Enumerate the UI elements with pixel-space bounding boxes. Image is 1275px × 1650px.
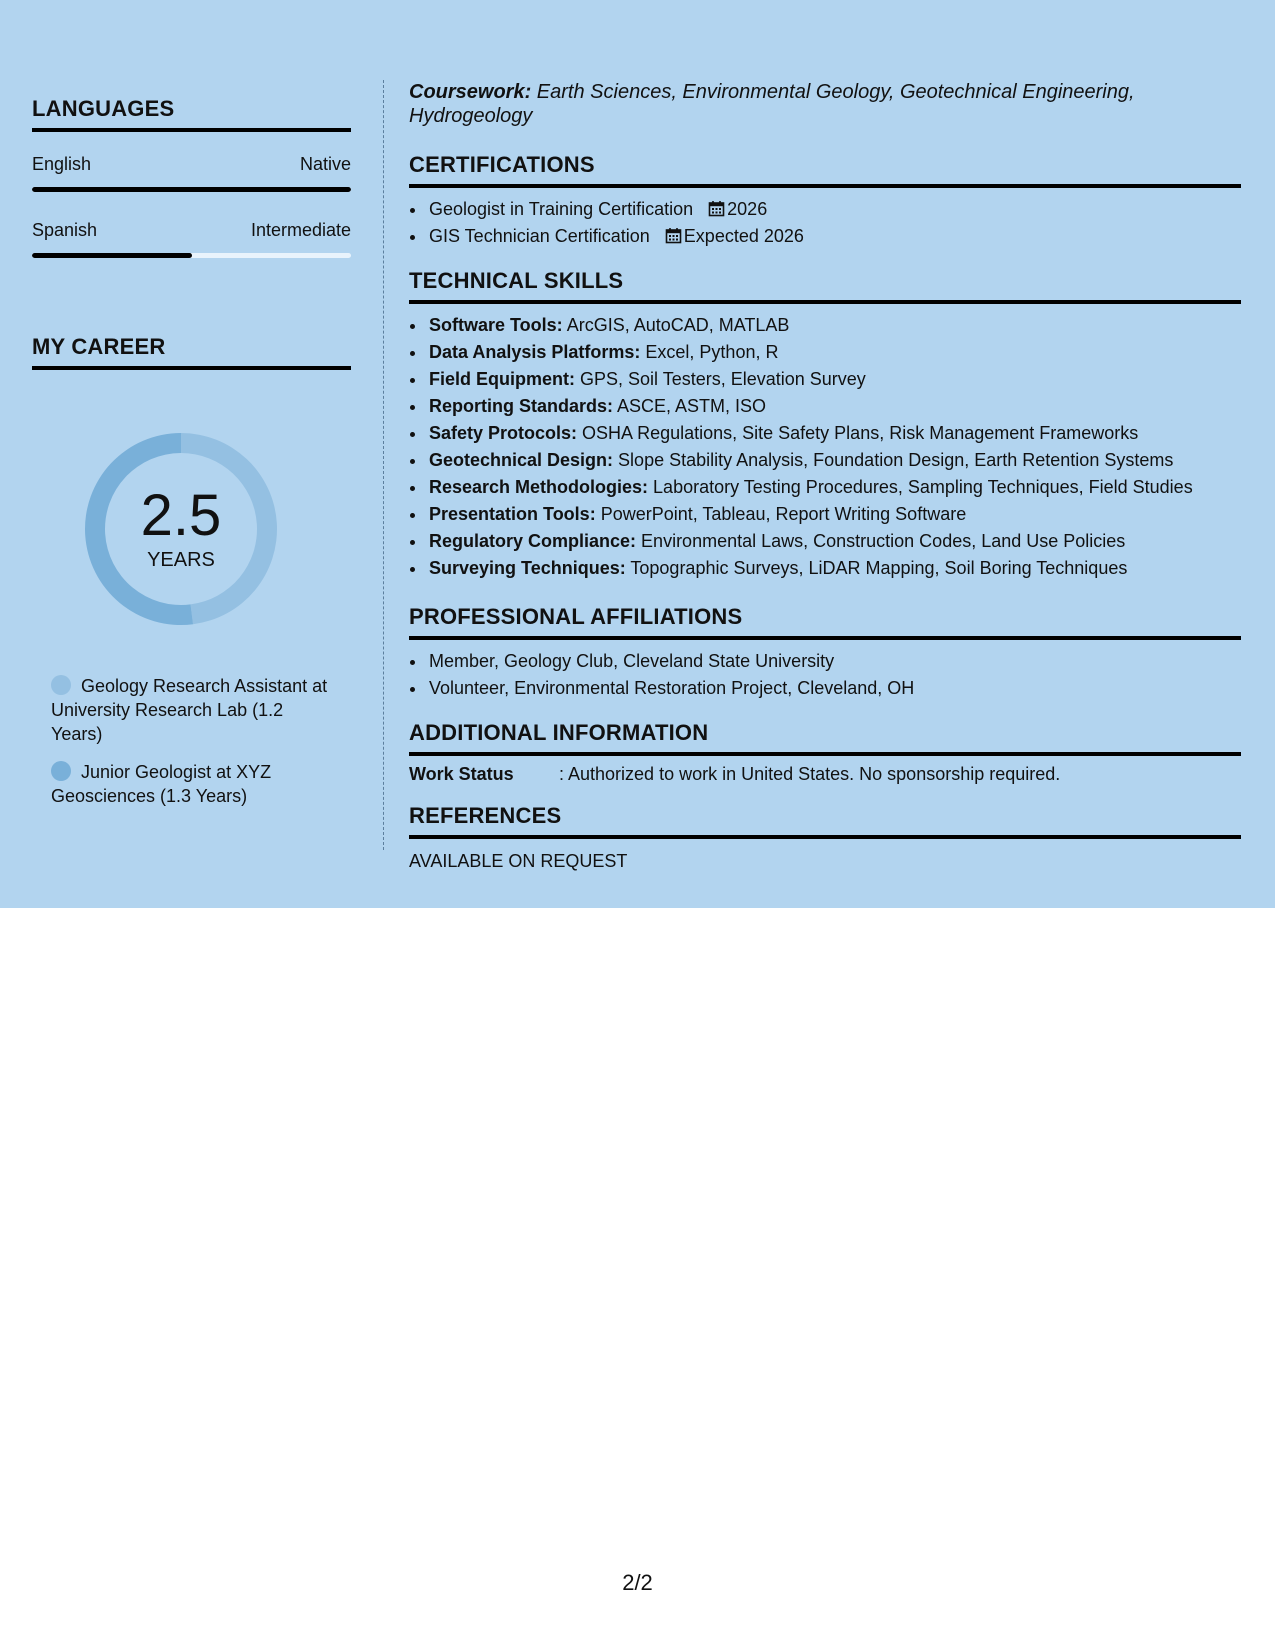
skill-label: Surveying Techniques: <box>429 558 626 578</box>
list-item <box>427 474 1241 501</box>
list-item <box>427 312 1241 339</box>
list-item <box>427 447 1241 474</box>
list-item <box>427 393 1241 420</box>
skill-label: Geotechnical Design: <box>429 450 614 470</box>
technical-skills-heading: TECHNICAL SKILLS <box>409 268 1241 304</box>
skill-value: Excel, Python, R <box>640 342 779 362</box>
skill-value: Environmental Laws, Construction Codes, Land Use Policies <box>636 531 1126 551</box>
skill-label: Presentation Tools: <box>429 504 596 524</box>
skill-label: Data Analysis Platforms: <box>429 342 641 362</box>
skill-label: Regulatory Compliance: <box>429 531 637 551</box>
certifications-section <box>409 152 1241 250</box>
career-role-label: Junior Geologist at XYZ Geosciences (1.3 Years) <box>51 762 272 806</box>
language-item <box>32 220 351 258</box>
right-column <box>409 80 1241 872</box>
language-proficiency-bar <box>32 187 351 192</box>
list-item: • Volunteer, Environmental Restoration Project, Cleveland, OH <box>427 675 1241 702</box>
list-item: • Member, Geology Club, Cleveland State University <box>427 648 1241 675</box>
language-proficiency-fill <box>32 187 351 192</box>
column-divider <box>383 80 384 850</box>
work-status-row <box>409 764 1241 785</box>
affiliations-heading: PROFESSIONAL AFFILIATIONS <box>409 604 1241 640</box>
skill-value: Slope Stability Analysis, Foundation Design, Earth Retention Systems <box>613 450 1174 470</box>
certification-name: GIS Technician Certification <box>429 226 650 246</box>
legend-dot-icon <box>51 761 71 781</box>
skill-value: Laboratory Testing Procedures, Sampling Techniques, Field Studies <box>648 477 1193 497</box>
certification-date: 2026 <box>727 199 768 219</box>
list-item <box>427 555 1241 582</box>
list-item <box>427 528 1241 555</box>
skill-value: Topographic Surveys, LiDAR Mapping, Soil Boring Techniques <box>625 558 1128 578</box>
career-role-label: Geology Research Assistant at University Research Lab (1.2 Years) <box>51 676 328 744</box>
certification-date: Expected 2026 <box>683 226 804 246</box>
certifications-list <box>409 196 1241 250</box>
skill-value: ASCE, ASTM, ISO <box>613 396 767 416</box>
skill-label: Reporting Standards: <box>429 396 614 416</box>
language-name: English <box>32 154 92 174</box>
list-item <box>427 366 1241 393</box>
language-name: Spanish <box>32 220 98 240</box>
page-number: 2/2 <box>622 1570 653 1595</box>
career-total-unit: YEARS <box>147 548 215 571</box>
coursework-text: Earth Sciences, Environmental Geology, Geotechnical Engineering, Hydrogeology <box>409 81 1135 127</box>
list-item <box>427 339 1241 366</box>
references-section <box>409 803 1241 872</box>
career-legend-item <box>51 674 331 746</box>
work-status-value: : Authorized to work in United States. No sponsorship required. <box>559 764 1061 784</box>
references-heading: REFERENCES <box>409 803 1241 839</box>
affiliations-list <box>409 648 1241 702</box>
list-item <box>427 223 1241 250</box>
language-proficiency-bar <box>32 253 351 258</box>
references-text: AVAILABLE ON REQUEST <box>409 851 628 871</box>
certification-name: Geologist in Training Certification <box>429 199 694 219</box>
list-item <box>427 501 1241 528</box>
career-total-years: 2.5 <box>140 482 222 548</box>
additional-info-heading: ADDITIONAL INFORMATION <box>409 720 1241 756</box>
left-column <box>32 80 351 822</box>
career-heading: MY CAREER <box>32 334 351 370</box>
career-legend-item <box>51 760 331 808</box>
coursework-label: Coursework: <box>409 81 532 103</box>
skill-label: Safety Protocols: <box>429 423 578 443</box>
technical-skills-section <box>409 268 1241 582</box>
additional-info-section <box>409 720 1241 785</box>
skill-value: PowerPoint, Tableau, Report Writing Software <box>595 504 967 524</box>
career-legend <box>32 674 331 808</box>
coursework <box>409 80 1241 128</box>
work-status-label: Work Status <box>409 764 514 784</box>
languages-heading: LANGUAGES <box>32 96 351 132</box>
list-item <box>427 420 1241 447</box>
calendar-icon <box>708 200 725 217</box>
skill-label: Software Tools: <box>429 315 563 335</box>
skills-list <box>409 312 1241 582</box>
language-level: Intermediate <box>250 220 351 240</box>
language-item <box>32 154 351 192</box>
language-level: Native <box>299 154 351 174</box>
language-proficiency-fill <box>32 253 192 258</box>
skill-value: ArcGIS, AutoCAD, MATLAB <box>562 315 790 335</box>
skill-label: Research Methodologies: <box>429 477 649 497</box>
affiliations-section <box>409 604 1241 702</box>
legend-dot-icon <box>51 675 71 695</box>
certifications-heading: CERTIFICATIONS <box>409 152 1241 188</box>
skill-label: Field Equipment: <box>429 369 575 389</box>
career-donut-chart <box>66 414 296 644</box>
list-item <box>427 196 1241 223</box>
skill-value: OSHA Regulations, Site Safety Plans, Risk Management Frameworks <box>577 423 1139 443</box>
calendar-icon <box>665 227 682 244</box>
skill-value: GPS, Soil Testers, Elevation Survey <box>575 369 866 389</box>
